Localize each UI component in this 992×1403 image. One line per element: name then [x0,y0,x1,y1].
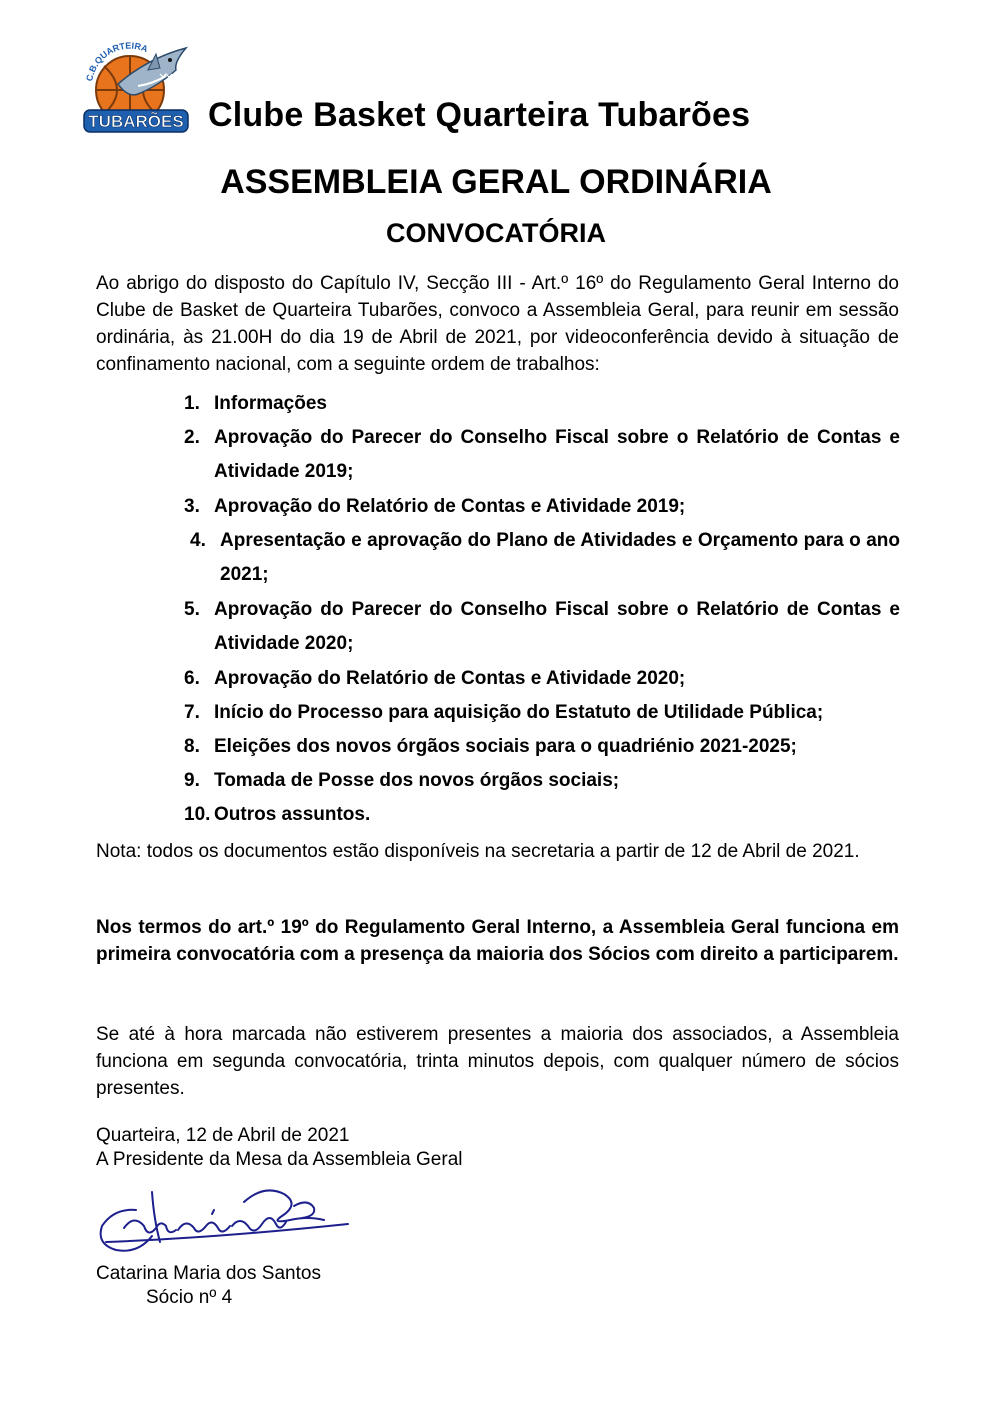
agenda-item [184,696,900,730]
shark-basketball-icon [78,40,192,136]
signature-image [94,1180,354,1260]
agenda-item-number: 8. [184,736,200,757]
svg-text:TUBARÕES: TUBARÕES [88,112,184,131]
agenda-item-number: 1. [184,393,200,414]
agenda-item-number: 5. [184,599,200,620]
agenda-item-text: Tomada de Posse dos novos órgãos sociais; [214,770,620,791]
handwritten-signature-icon [94,1180,354,1260]
agenda-item-text: Informações [214,393,327,414]
agenda-item [184,764,900,798]
agenda-item [184,490,900,524]
place-date: Quarteira, 12 de Abril de 2021 [96,1125,350,1146]
agenda-item-text: Aprovação do Parecer do Conselho Fiscal sobre o Relatório de Contas e Atividade 2020; [214,599,900,654]
note-paragraph: Nota: todos os documentos estão disponíveis na secretaria a partir de 12 de Abril de 2021. [96,841,860,862]
club-name: Clube Basket Quarteira Tubarões [208,96,751,134]
signer-name: Catarina Maria dos Santos [96,1263,321,1284]
signatory-role: A Presidente da Mesa da Assembleia Geral [96,1149,463,1170]
agenda-item-number: 10. [184,804,211,825]
signer-member-number: Sócio nº 4 [146,1287,233,1308]
agenda-item [184,421,900,489]
agenda-item-number: 6. [184,668,200,689]
agenda-item [184,730,900,764]
agenda-item [184,593,900,661]
agenda-item-number: 4. [190,530,206,551]
agenda-item [190,524,900,592]
agenda-item-text: Aprovação do Relatório de Contas e Atividade 2020; [214,668,686,689]
closing-block [96,1124,462,1172]
agenda-item [184,662,900,696]
signer-block [96,1262,321,1310]
second-call-paragraph: Se até à hora marcada não estiverem presentes a maioria dos associados, a Assembleia funciona em segunda convocatória, trinta minutos depois, com qualquer número de sócios presentes. [96,1024,899,1099]
agenda-item [184,387,900,421]
agenda-item-number: 9. [184,770,200,791]
agenda-item-number: 3. [184,496,200,517]
intro-paragraph: Ao abrigo do disposto do Capítulo IV, Secção III - Art.º 16º do Regulamento Geral Interno do Clube de Basket de Quarteira Tubarões, convoco a Assembleia Geral, para reunir em sessão ordinária, às 21.00H do dia 19 de Abril de 2021, por videoconferência devido à situação de confinamento nacional, com a seguinte ordem de trabalhos: [96,273,899,375]
agenda-item-number: 2. [184,427,200,448]
agenda-item-text: Outros assuntos. [214,804,371,825]
club-logo [78,40,192,136]
agenda-item-text: Aprovação do Parecer do Conselho Fiscal sobre o Relatório de Contas e Atividade 2019; [214,427,900,482]
agenda-item [184,798,900,832]
agenda-item-text: Início do Processo para aquisição do Estatuto de Utilidade Pública; [214,702,824,723]
first-call-paragraph: Nos termos do art.º 19º do Regulamento Geral Interno, a Assembleia Geral funciona em primeira convocatória com a presença da maioria dos Sócios com direito a participarem. [96,917,899,965]
agenda-item-number: 7. [184,702,200,723]
agenda-item-text: Apresentação e aprovação do Plano de Atividades e Orçamento para o ano 2021; [220,530,900,585]
agenda-item-text: Eleições dos novos órgãos sociais para o quadriénio 2021-2025; [214,736,797,757]
page-title: ASSEMBLEIA GERAL ORDINÁRIA [220,163,772,201]
agenda-item-text: Aprovação do Relatório de Contas e Atividade 2019; [214,496,686,517]
page-subtitle: CONVOCATÓRIA [386,218,606,248]
svg-text:C.B.QUARTEIRA: C.B.QUARTEIRA [84,40,150,83]
